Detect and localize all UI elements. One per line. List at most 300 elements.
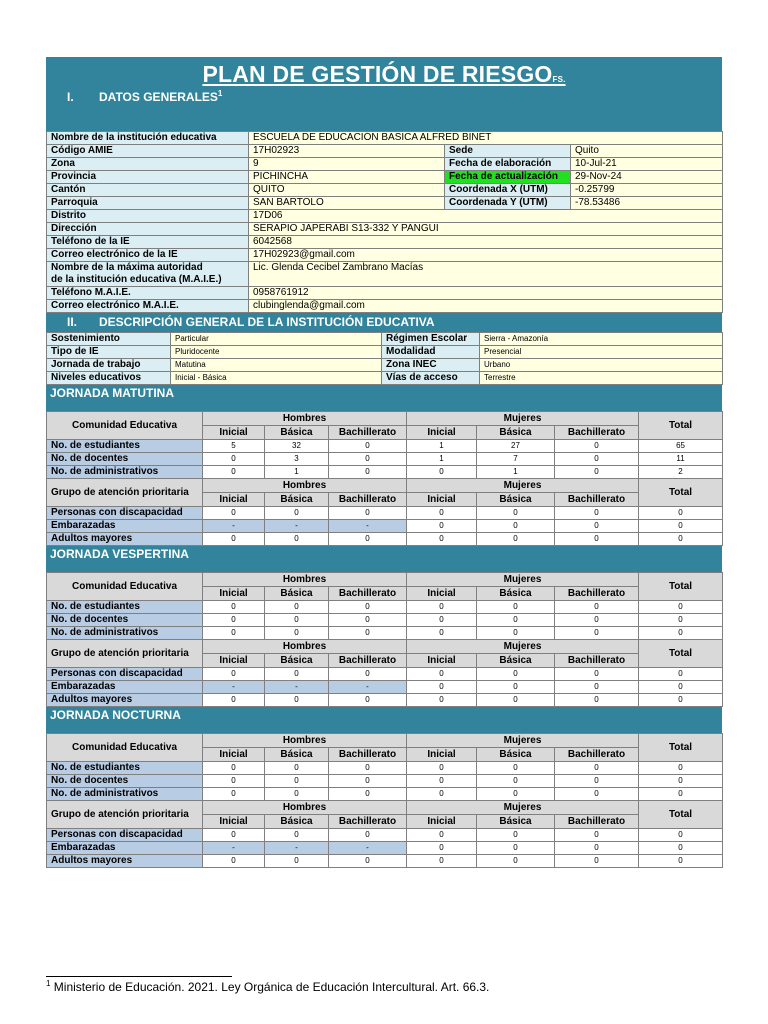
table-cell: 0: [407, 681, 477, 694]
table-cell: 0: [329, 788, 407, 801]
description-row: [47, 359, 723, 372]
field-label: Nombre de la institución educativa: [47, 132, 249, 145]
field-value: Inicial - Básica: [171, 372, 382, 385]
table-cell: 0: [639, 775, 723, 788]
row-label: No. de administrativos: [47, 788, 203, 801]
column-header: Inicial: [203, 587, 265, 601]
column-header: Básica: [477, 748, 555, 762]
general-row: [47, 210, 723, 223]
table-cell: 0: [407, 668, 477, 681]
table-row: [47, 855, 723, 868]
table-cell: 1: [477, 466, 555, 479]
field-value: Presencial: [480, 346, 723, 359]
table-cell: 0: [265, 855, 329, 868]
table-cell: 0: [555, 440, 639, 453]
table-cell: 1: [265, 466, 329, 479]
row-label: Embarazadas: [47, 520, 203, 533]
jornada-table: [46, 411, 723, 546]
field-label: Código AMIE: [47, 145, 249, 158]
column-header: Bachillerato: [555, 654, 639, 668]
table-cell: 0: [477, 694, 555, 707]
table-cell: 0: [407, 614, 477, 627]
column-header: Hombres: [203, 412, 407, 426]
column-header: Grupo de atención prioritaria: [47, 479, 203, 507]
table-cell: 0: [265, 694, 329, 707]
column-header: Básica: [477, 654, 555, 668]
field-label: Régimen Escolar: [382, 333, 480, 346]
general-row: [47, 300, 723, 313]
table-cell: 0: [639, 855, 723, 868]
table-cell: 0: [555, 533, 639, 546]
field-value: 17H02923@gmail.com: [249, 249, 723, 262]
column-header: Total: [639, 412, 723, 440]
field-value: 9: [249, 158, 445, 171]
field-value: PICHINCHA: [249, 171, 445, 184]
general-row: [47, 223, 723, 236]
column-header: Hombres: [203, 801, 407, 815]
table-cell: 0: [203, 466, 265, 479]
general-row: [47, 158, 723, 171]
table-cell: 0: [265, 762, 329, 775]
table-cell: 7: [477, 453, 555, 466]
table-cell: 0: [329, 507, 407, 520]
column-header: Inicial: [407, 587, 477, 601]
field-label: Coordenada X (UTM): [445, 184, 571, 197]
table-cell: 0: [555, 829, 639, 842]
column-header: Total: [639, 640, 723, 668]
document-page: [46, 57, 722, 868]
general-row: [47, 236, 723, 249]
general-row: [47, 197, 723, 210]
column-header: Básica: [477, 587, 555, 601]
field-label: Fecha de elaboración: [445, 158, 571, 171]
field-value: Particular: [171, 333, 382, 346]
field-label: Teléfono M.A.I.E.: [47, 287, 249, 300]
description-row: [47, 372, 723, 385]
table-cell: 0: [407, 788, 477, 801]
table-cell: -: [265, 520, 329, 533]
field-value: 10-Jul-21: [571, 158, 723, 171]
jornada-table: [46, 572, 723, 707]
field-label: Fecha de actualización: [445, 171, 571, 184]
column-header: Hombres: [203, 573, 407, 587]
column-header: Grupo de atención prioritaria: [47, 640, 203, 668]
header-row: [47, 640, 723, 654]
table-cell: -: [265, 842, 329, 855]
table-row: [47, 533, 723, 546]
jornada-heading: JORNADA NOCTURNA: [46, 707, 722, 733]
column-header: Grupo de atención prioritaria: [47, 801, 203, 829]
column-header: Bachillerato: [555, 748, 639, 762]
field-value: 17H02923: [249, 145, 445, 158]
column-header: Inicial: [407, 426, 477, 440]
column-header: Mujeres: [407, 734, 639, 748]
table-cell: 0: [555, 762, 639, 775]
column-header: Bachillerato: [555, 493, 639, 507]
table-cell: 5: [203, 440, 265, 453]
description-row: [47, 333, 723, 346]
table-cell: 0: [265, 601, 329, 614]
table-cell: 0: [265, 533, 329, 546]
table-cell: 0: [477, 601, 555, 614]
column-header: Comunidad Educativa: [47, 573, 203, 601]
table-row: [47, 694, 723, 707]
jornada-heading: JORNADA VESPERTINA: [46, 546, 722, 572]
table-cell: 1: [407, 453, 477, 466]
field-label-line: Nombre de la máxima autoridad: [51, 262, 203, 273]
field-value: 6042568: [249, 236, 723, 249]
field-value: 17D06: [249, 210, 723, 223]
table-cell: 0: [203, 614, 265, 627]
table-cell: 0: [477, 842, 555, 855]
row-label: No. de administrativos: [47, 466, 203, 479]
column-header: Inicial: [203, 426, 265, 440]
table-cell: 0: [265, 668, 329, 681]
table-row: [47, 668, 723, 681]
table-cell: 65: [639, 440, 723, 453]
field-label: Cantón: [47, 184, 249, 197]
table-cell: 0: [407, 507, 477, 520]
table-row: [47, 681, 723, 694]
table-cell: -: [203, 681, 265, 694]
table-cell: 0: [477, 762, 555, 775]
column-header: Total: [639, 801, 723, 829]
general-row: [47, 287, 723, 300]
table-cell: 0: [265, 614, 329, 627]
field-label: Jornada de trabajo: [47, 359, 171, 372]
column-header: Inicial: [407, 654, 477, 668]
footnote: $^1$ Ministerio de Educación. 2021. Ley Orgánica de Educación Intercultural. Art. 66.3.: [46, 979, 490, 994]
general-data-table: [46, 131, 723, 313]
column-header: Bachillerato: [555, 426, 639, 440]
row-label: Personas con discapacidad: [47, 668, 203, 681]
header-row: [47, 412, 723, 426]
table-cell: 0: [203, 601, 265, 614]
table-row: [47, 842, 723, 855]
table-cell: 0: [407, 694, 477, 707]
field-label: [47, 262, 249, 287]
general-row: [47, 184, 723, 197]
column-header: Básica: [265, 493, 329, 507]
column-header: Básica: [477, 426, 555, 440]
field-label: Sostenimiento: [47, 333, 171, 346]
table-cell: 0: [555, 520, 639, 533]
table-cell: 0: [555, 627, 639, 640]
field-value: Lic. Glenda Cecibel Zambrano Macías: [249, 262, 723, 287]
row-label: Embarazadas: [47, 842, 203, 855]
field-label: Correo electrónico M.A.I.E.: [47, 300, 249, 313]
field-value: Pluridocente: [171, 346, 382, 359]
table-cell: 0: [555, 507, 639, 520]
table-cell: 0: [555, 775, 639, 788]
table-cell: 0: [265, 627, 329, 640]
table-cell: 0: [639, 614, 723, 627]
table-cell: 0: [329, 668, 407, 681]
table-cell: 0: [407, 842, 477, 855]
row-label: No. de estudiantes: [47, 440, 203, 453]
column-header: Bachillerato: [329, 654, 407, 668]
table-cell: 0: [203, 694, 265, 707]
field-value: QUITO: [249, 184, 445, 197]
column-header: Inicial: [203, 815, 265, 829]
table-cell: 0: [555, 453, 639, 466]
field-label: Provincia: [47, 171, 249, 184]
row-label: No. de docentes: [47, 775, 203, 788]
table-cell: 0: [329, 762, 407, 775]
table-cell: 2: [639, 466, 723, 479]
general-row: [47, 145, 723, 158]
column-header: Mujeres: [407, 479, 639, 493]
table-cell: 0: [477, 520, 555, 533]
table-cell: 0: [203, 533, 265, 546]
description-table: [46, 332, 723, 385]
field-label: Teléfono de la IE: [47, 236, 249, 249]
table-row: [47, 829, 723, 842]
general-row: [47, 132, 723, 145]
table-cell: 0: [203, 668, 265, 681]
column-header: Básica: [265, 748, 329, 762]
table-cell: 0: [477, 681, 555, 694]
field-label: Correo electrónico de la IE: [47, 249, 249, 262]
table-cell: 0: [329, 829, 407, 842]
row-label: No. de estudiantes: [47, 762, 203, 775]
table-cell: 0: [407, 533, 477, 546]
column-header: Bachillerato: [329, 426, 407, 440]
table-cell: 0: [477, 788, 555, 801]
column-header: Mujeres: [407, 573, 639, 587]
field-label: Tipo de IE: [47, 346, 171, 359]
table-cell: 0: [407, 627, 477, 640]
field-label: Dirección: [47, 223, 249, 236]
table-cell: 0: [265, 507, 329, 520]
table-row: [47, 614, 723, 627]
field-label: Coordenada Y (UTM): [445, 197, 571, 210]
column-header: Comunidad Educativa: [47, 734, 203, 762]
table-cell: 0: [639, 507, 723, 520]
table-cell: 0: [407, 601, 477, 614]
table-cell: 0: [639, 762, 723, 775]
general-row: [47, 249, 723, 262]
header-row: [47, 479, 723, 493]
table-cell: 0: [639, 601, 723, 614]
field-value: Urbano: [480, 359, 723, 372]
field-value: Matutina: [171, 359, 382, 372]
section-heading-2: II. DESCRIPCIÓN GENERAL DE LA INSTITUCIÓN EDUCATIVA: [46, 313, 722, 332]
table-cell: 0: [477, 614, 555, 627]
table-cell: 0: [329, 855, 407, 868]
general-row: [47, 262, 723, 287]
column-header: Total: [639, 734, 723, 762]
row-label: No. de administrativos: [47, 627, 203, 640]
table-cell: 0: [639, 627, 723, 640]
table-cell: 0: [329, 453, 407, 466]
table-row: [47, 775, 723, 788]
table-cell: 0: [329, 614, 407, 627]
field-value: -0.25799: [571, 184, 723, 197]
table-cell: 0: [407, 762, 477, 775]
header-row: [47, 734, 723, 748]
table-cell: 0: [477, 855, 555, 868]
column-header: Inicial: [203, 654, 265, 668]
table-cell: 0: [477, 668, 555, 681]
table-cell: 0: [555, 694, 639, 707]
field-value: 0958761912: [249, 287, 723, 300]
column-header: Bachillerato: [329, 815, 407, 829]
table-cell: 0: [639, 829, 723, 842]
row-label: Adultos mayores: [47, 694, 203, 707]
column-header: Bachillerato: [329, 748, 407, 762]
column-header: Básica: [477, 493, 555, 507]
table-cell: 1: [407, 440, 477, 453]
table-cell: -: [203, 842, 265, 855]
table-cell: -: [329, 520, 407, 533]
column-header: Inicial: [407, 748, 477, 762]
field-value: SAN BARTOLO: [249, 197, 445, 210]
column-header: Inicial: [203, 748, 265, 762]
table-cell: 0: [555, 788, 639, 801]
jornadas-container: [46, 385, 722, 868]
table-cell: 0: [265, 829, 329, 842]
table-cell: 3: [265, 453, 329, 466]
field-label-line: de la institución educativa (M.A.I.E.): [51, 274, 222, 285]
table-row: [47, 453, 723, 466]
table-cell: 0: [203, 507, 265, 520]
section-heading-1: I. DATOS GENERALES$^1$: [67, 89, 223, 104]
header-row: [47, 801, 723, 815]
column-header: Inicial: [407, 493, 477, 507]
table-row: [47, 788, 723, 801]
table-row: [47, 601, 723, 614]
table-cell: 0: [639, 533, 723, 546]
jornada-table: [46, 733, 723, 868]
table-cell: 0: [639, 681, 723, 694]
table-cell: 27: [477, 440, 555, 453]
row-label: Adultos mayores: [47, 855, 203, 868]
row-label: Personas con discapacidad: [47, 829, 203, 842]
table-row: [47, 627, 723, 640]
table-cell: 0: [555, 681, 639, 694]
table-row: [47, 507, 723, 520]
table-cell: 0: [555, 614, 639, 627]
table-cell: 0: [639, 520, 723, 533]
field-value: 29-Nov-24: [571, 171, 723, 184]
column-header: Básica: [477, 815, 555, 829]
table-cell: 0: [203, 775, 265, 788]
field-value: -78.53486: [571, 197, 723, 210]
column-header: Básica: [265, 426, 329, 440]
field-value: Terrestre: [480, 372, 723, 385]
column-header: Bachillerato: [555, 815, 639, 829]
table-cell: 0: [555, 842, 639, 855]
table-cell: 0: [203, 829, 265, 842]
column-header: Hombres: [203, 640, 407, 654]
table-cell: 0: [639, 694, 723, 707]
table-cell: 0: [639, 842, 723, 855]
column-header: Comunidad Educativa: [47, 412, 203, 440]
column-header: Básica: [265, 654, 329, 668]
row-label: Embarazadas: [47, 681, 203, 694]
table-row: [47, 520, 723, 533]
column-header: Hombres: [203, 734, 407, 748]
table-cell: 0: [329, 440, 407, 453]
table-cell: 0: [407, 775, 477, 788]
column-header: Hombres: [203, 479, 407, 493]
table-cell: 0: [203, 855, 265, 868]
field-label: Modalidad: [382, 346, 480, 359]
table-cell: 32: [265, 440, 329, 453]
column-header: Total: [639, 479, 723, 507]
table-cell: -: [329, 842, 407, 855]
table-cell: 0: [477, 775, 555, 788]
table-cell: -: [329, 681, 407, 694]
table-cell: 0: [555, 601, 639, 614]
table-cell: 11: [639, 453, 723, 466]
row-label: Personas con discapacidad: [47, 507, 203, 520]
table-cell: 0: [477, 507, 555, 520]
description-row: [47, 346, 723, 359]
table-cell: 0: [477, 829, 555, 842]
field-value: clubinglenda@gmail.com: [249, 300, 723, 313]
table-cell: 0: [203, 627, 265, 640]
table-cell: 0: [477, 533, 555, 546]
table-cell: 0: [329, 601, 407, 614]
field-label: Sede: [445, 145, 571, 158]
title-band: [46, 57, 722, 131]
row-label: No. de estudiantes: [47, 601, 203, 614]
table-cell: 0: [555, 855, 639, 868]
table-cell: 0: [203, 788, 265, 801]
table-row: [47, 762, 723, 775]
table-cell: 0: [407, 855, 477, 868]
column-header: Inicial: [407, 815, 477, 829]
table-cell: 0: [407, 466, 477, 479]
column-header: Básica: [265, 587, 329, 601]
table-cell: 0: [265, 775, 329, 788]
row-label: Adultos mayores: [47, 533, 203, 546]
table-row: [47, 466, 723, 479]
table-cell: -: [265, 681, 329, 694]
row-label: No. de docentes: [47, 614, 203, 627]
column-header: Bachillerato: [555, 587, 639, 601]
field-value: Quito: [571, 145, 723, 158]
table-cell: 0: [329, 627, 407, 640]
table-cell: 0: [203, 453, 265, 466]
column-header: Básica: [265, 815, 329, 829]
field-label: Distrito: [47, 210, 249, 223]
general-row: [47, 171, 723, 184]
table-cell: -: [203, 520, 265, 533]
column-header: Mujeres: [407, 412, 639, 426]
table-cell: 0: [203, 762, 265, 775]
field-value: Sierra - Amazonía: [480, 333, 723, 346]
table-cell: 0: [265, 788, 329, 801]
column-header: Total: [639, 573, 723, 601]
table-cell: 0: [407, 520, 477, 533]
field-label: Vías de acceso: [382, 372, 480, 385]
field-label: Zona: [47, 158, 249, 171]
jornada-heading: JORNADA MATUTINA: [46, 385, 722, 411]
table-cell: 0: [639, 668, 723, 681]
table-cell: 0: [407, 829, 477, 842]
document-title: PLAN DE GESTIÓN DE RIESGOFS.: [202, 61, 566, 87]
column-header: Bachillerato: [329, 493, 407, 507]
field-value: ESCUELA DE EDUCACIÓN BASICA ALFRED BINET: [249, 132, 723, 145]
table-cell: 0: [555, 668, 639, 681]
table-cell: 0: [329, 694, 407, 707]
column-header: Mujeres: [407, 801, 639, 815]
header-row: [47, 573, 723, 587]
table-cell: 0: [329, 533, 407, 546]
